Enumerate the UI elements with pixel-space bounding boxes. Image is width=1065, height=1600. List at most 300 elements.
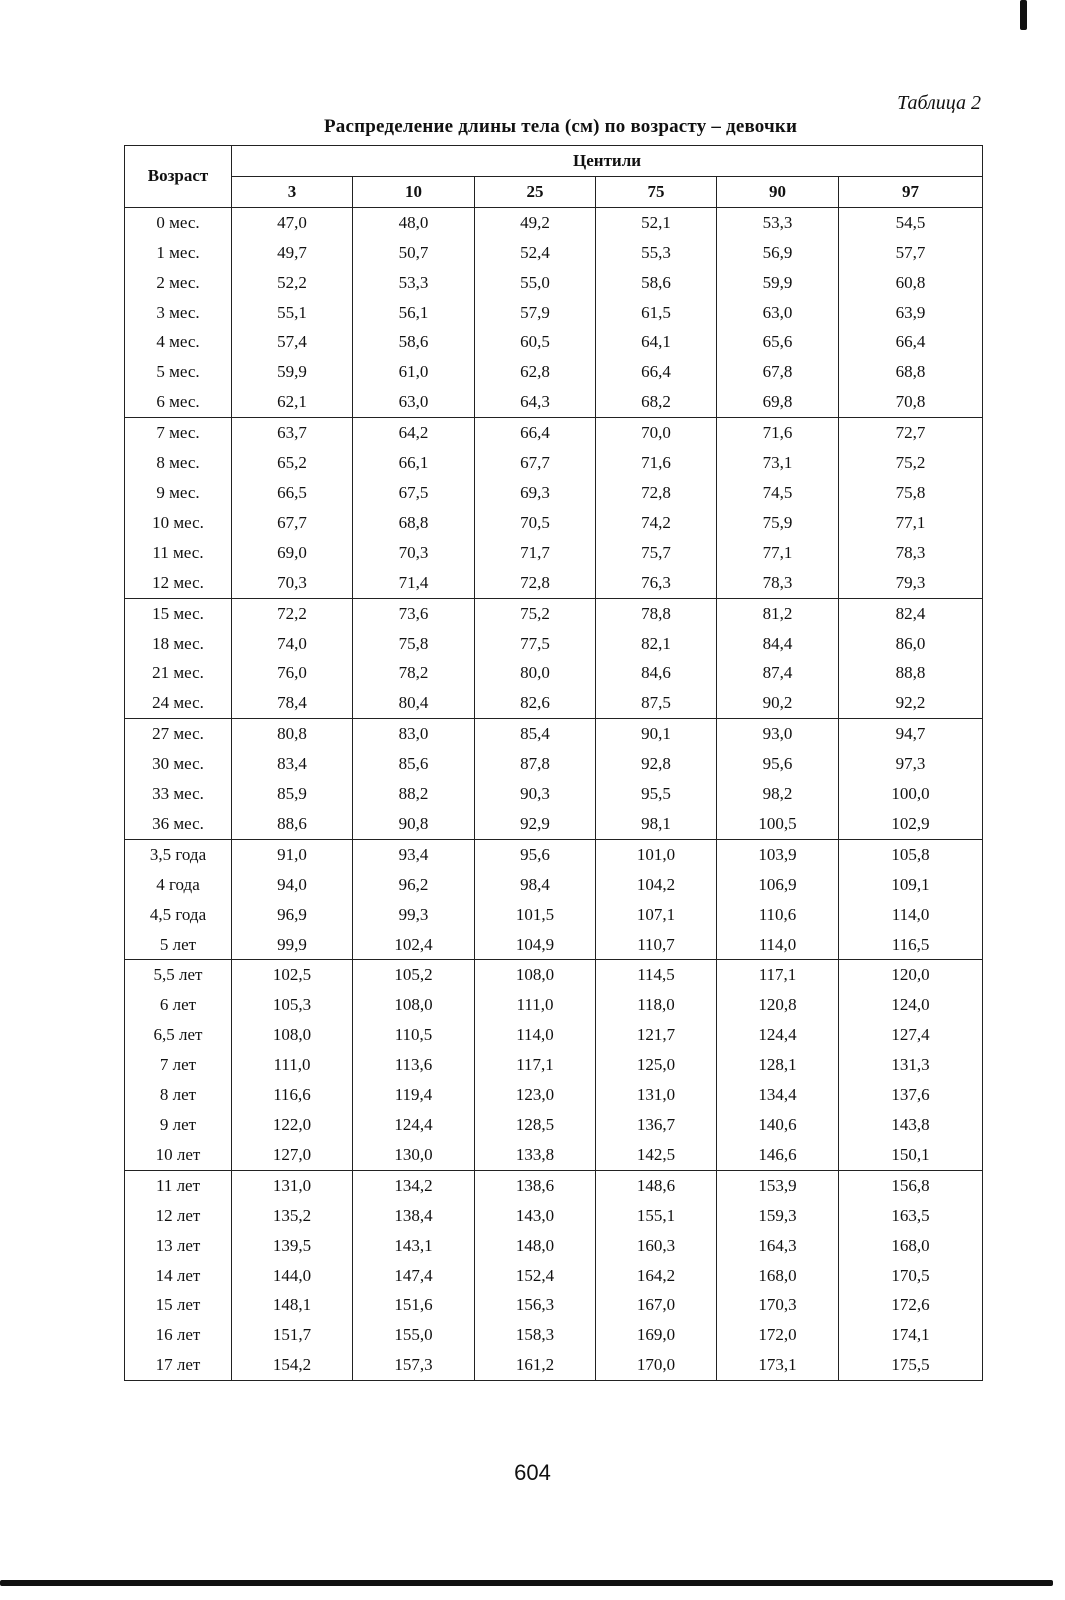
centile-value-cell: 137,6 [839,1080,983,1110]
centile-value-cell: 76,3 [596,568,717,598]
centile-value-cell: 148,6 [596,1170,717,1200]
centile-value-cell: 135,2 [232,1201,353,1231]
table-row [125,749,983,779]
centile-value-cell: 77,1 [839,508,983,538]
age-cell: 36 мес. [125,809,232,839]
centile-value-cell: 170,0 [596,1350,717,1380]
centile-value-cell: 108,0 [475,960,596,990]
centile-value-cell: 148,1 [232,1290,353,1320]
centile-value-cell: 111,0 [475,990,596,1020]
table-row [125,779,983,809]
centile-value-cell: 70,3 [353,538,475,568]
age-cell: 10 лет [125,1140,232,1170]
table-label: Таблица 2 [897,92,981,114]
centile-value-cell: 75,8 [353,629,475,659]
centile-value-cell: 120,0 [839,960,983,990]
table-row [125,387,983,417]
centile-value-cell: 68,8 [839,357,983,387]
centile-value-cell: 104,9 [475,930,596,960]
centile-value-cell: 168,0 [717,1261,839,1291]
age-cell: 18 мес. [125,629,232,659]
centile-value-cell: 159,3 [717,1201,839,1231]
centile-value-cell: 67,7 [475,448,596,478]
age-cell: 6,5 лет [125,1020,232,1050]
centile-value-cell: 151,6 [353,1290,475,1320]
centile-value-cell: 62,8 [475,357,596,387]
centile-value-cell: 90,3 [475,779,596,809]
age-cell: 30 мес. [125,749,232,779]
centile-value-cell: 66,4 [839,327,983,357]
centile-value-cell: 52,4 [475,238,596,268]
centile-value-cell: 80,8 [232,719,353,749]
centile-value-cell: 114,0 [475,1020,596,1050]
age-cell: 7 мес. [125,418,232,448]
centile-value-cell: 92,2 [839,688,983,718]
centile-value-cell: 99,9 [232,930,353,960]
centile-value-cell: 114,0 [717,930,839,960]
centile-value-cell: 130,0 [353,1140,475,1170]
centile-value-cell: 66,1 [353,448,475,478]
centile-value-cell: 93,4 [353,839,475,869]
centile-value-cell: 48,0 [353,207,475,237]
age-cell: 0 мес. [125,207,232,237]
centile-value-cell: 102,9 [839,809,983,839]
centile-value-cell: 117,1 [475,1050,596,1080]
age-cell: 4 года [125,870,232,900]
centile-value-cell: 65,2 [232,448,353,478]
table-body [125,207,983,1380]
centile-value-cell: 83,0 [353,719,475,749]
centile-value-cell: 53,3 [353,268,475,298]
centile-value-cell: 134,4 [717,1080,839,1110]
centile-value-cell: 169,0 [596,1320,717,1350]
age-cell: 5 лет [125,930,232,960]
centile-value-cell: 64,3 [475,387,596,417]
centile-value-cell: 88,6 [232,809,353,839]
centile-value-cell: 96,9 [232,900,353,930]
centile-column-header: 3 [232,176,353,207]
centile-value-cell: 78,3 [839,538,983,568]
centile-value-cell: 102,4 [353,930,475,960]
centile-value-cell: 152,4 [475,1261,596,1291]
table-row [125,207,983,237]
centile-value-cell: 78,2 [353,658,475,688]
centile-value-cell: 164,2 [596,1261,717,1291]
centile-value-cell: 158,3 [475,1320,596,1350]
height-centile-table [124,145,983,1381]
centile-value-cell: 173,1 [717,1350,839,1380]
centile-value-cell: 54,5 [839,207,983,237]
centile-value-cell: 63,0 [353,387,475,417]
centile-value-cell: 83,4 [232,749,353,779]
centile-value-cell: 121,7 [596,1020,717,1050]
centile-value-cell: 124,4 [353,1110,475,1140]
centile-value-cell: 128,5 [475,1110,596,1140]
centile-value-cell: 103,9 [717,839,839,869]
centile-column-header: 97 [839,176,983,207]
centile-value-cell: 100,0 [839,779,983,809]
centile-value-cell: 163,5 [839,1201,983,1231]
centile-value-cell: 87,4 [717,658,839,688]
centile-value-cell: 150,1 [839,1140,983,1170]
centile-value-cell: 72,8 [596,478,717,508]
centile-value-cell: 119,4 [353,1080,475,1110]
age-cell: 21 мес. [125,658,232,688]
centile-value-cell: 66,5 [232,478,353,508]
centile-value-cell: 80,4 [353,688,475,718]
centile-value-cell: 131,3 [839,1050,983,1080]
age-cell: 12 лет [125,1201,232,1231]
centile-value-cell: 69,0 [232,538,353,568]
centile-value-cell: 61,5 [596,298,717,328]
centile-value-cell: 148,0 [475,1231,596,1261]
centile-value-cell: 154,2 [232,1350,353,1380]
centile-value-cell: 88,8 [839,658,983,688]
table-title: Распределение длины тела (см) по возрасту – девочки [324,116,798,137]
table-row [125,238,983,268]
table-row [125,448,983,478]
table-row [125,1140,983,1170]
table-row [125,719,983,749]
centile-value-cell: 70,3 [232,568,353,598]
centile-value-cell: 174,1 [839,1320,983,1350]
centile-value-cell: 61,0 [353,357,475,387]
centile-value-cell: 72,7 [839,418,983,448]
table-row [125,538,983,568]
centile-value-cell: 79,3 [839,568,983,598]
table-row [125,357,983,387]
centile-value-cell: 97,3 [839,749,983,779]
page-number: 604 [514,1460,551,1485]
table-row [125,658,983,688]
age-cell: 12 мес. [125,568,232,598]
centile-value-cell: 143,1 [353,1231,475,1261]
centile-value-cell: 57,7 [839,238,983,268]
centile-value-cell: 56,9 [717,238,839,268]
centile-value-cell: 136,7 [596,1110,717,1140]
page-bottom-edge [0,1580,1053,1586]
centile-value-cell: 146,6 [717,1140,839,1170]
centile-value-cell: 105,8 [839,839,983,869]
centile-value-cell: 142,5 [596,1140,717,1170]
centile-value-cell: 90,8 [353,809,475,839]
centiles-header: Центили [232,146,983,177]
age-cell: 6 мес. [125,387,232,417]
centile-value-cell: 50,7 [353,238,475,268]
centile-value-cell: 64,2 [353,418,475,448]
centile-value-cell: 98,4 [475,870,596,900]
centile-value-cell: 52,1 [596,207,717,237]
centile-value-cell: 84,4 [717,629,839,659]
centile-column-header: 10 [353,176,475,207]
centile-value-cell: 111,0 [232,1050,353,1080]
centile-value-cell: 114,5 [596,960,717,990]
centile-value-cell: 94,0 [232,870,353,900]
centile-value-cell: 76,0 [232,658,353,688]
age-cell: 7 лет [125,1050,232,1080]
centile-value-cell: 96,2 [353,870,475,900]
age-cell: 33 мес. [125,779,232,809]
centile-value-cell: 123,0 [475,1080,596,1110]
centile-value-cell: 160,3 [596,1231,717,1261]
centile-value-cell: 131,0 [596,1080,717,1110]
centile-value-cell: 92,9 [475,809,596,839]
age-cell: 6 лет [125,990,232,1020]
centile-value-cell: 70,0 [596,418,717,448]
centile-value-cell: 91,0 [232,839,353,869]
centile-value-cell: 70,8 [839,387,983,417]
centile-value-cell: 104,2 [596,870,717,900]
centile-value-cell: 90,1 [596,719,717,749]
centile-value-cell: 167,0 [596,1290,717,1320]
age-cell: 27 мес. [125,719,232,749]
centile-value-cell: 127,4 [839,1020,983,1050]
centile-value-cell: 113,6 [353,1050,475,1080]
table-row [125,1201,983,1231]
centile-value-cell: 73,6 [353,598,475,628]
centile-value-cell: 172,0 [717,1320,839,1350]
centile-value-cell: 95,6 [717,749,839,779]
centile-value-cell: 105,2 [353,960,475,990]
centile-value-cell: 52,2 [232,268,353,298]
centile-value-cell: 58,6 [353,327,475,357]
centile-value-cell: 75,2 [839,448,983,478]
centile-value-cell: 155,1 [596,1201,717,1231]
centile-value-cell: 55,1 [232,298,353,328]
centile-value-cell: 74,0 [232,629,353,659]
centile-value-cell: 155,0 [353,1320,475,1350]
centile-value-cell: 78,8 [596,598,717,628]
centile-value-cell: 70,5 [475,508,596,538]
centile-value-cell: 125,0 [596,1050,717,1080]
centile-value-cell: 72,8 [475,568,596,598]
age-cell: 9 мес. [125,478,232,508]
centile-value-cell: 67,7 [232,508,353,538]
age-cell: 10 мес. [125,508,232,538]
centile-value-cell: 124,0 [839,990,983,1020]
centile-value-cell: 134,2 [353,1170,475,1200]
table-row [125,629,983,659]
centile-value-cell: 90,2 [717,688,839,718]
centile-value-cell: 66,4 [596,357,717,387]
centile-value-cell: 117,1 [717,960,839,990]
age-cell: 15 мес. [125,598,232,628]
centile-value-cell: 108,0 [232,1020,353,1050]
centile-value-cell: 156,3 [475,1290,596,1320]
centile-value-cell: 75,8 [839,478,983,508]
centile-value-cell: 64,1 [596,327,717,357]
centile-value-cell: 170,5 [839,1261,983,1291]
centile-value-cell: 55,3 [596,238,717,268]
centile-value-cell: 86,0 [839,629,983,659]
centile-value-cell: 107,1 [596,900,717,930]
centile-value-cell: 93,0 [717,719,839,749]
age-cell: 5 мес. [125,357,232,387]
centile-value-cell: 59,9 [717,268,839,298]
age-cell: 2 мес. [125,268,232,298]
centile-value-cell: 75,2 [475,598,596,628]
centile-value-cell: 71,7 [475,538,596,568]
centile-value-cell: 60,8 [839,268,983,298]
table-row [125,478,983,508]
age-cell: 3,5 года [125,839,232,869]
centile-value-cell: 87,5 [596,688,717,718]
age-cell: 11 мес. [125,538,232,568]
centile-value-cell: 56,1 [353,298,475,328]
table-row [125,809,983,839]
table-row [125,327,983,357]
age-cell: 1 мес. [125,238,232,268]
centile-value-cell: 157,3 [353,1350,475,1380]
centile-value-cell: 66,4 [475,418,596,448]
centile-column-header: 75 [596,176,717,207]
centile-value-cell: 85,4 [475,719,596,749]
centile-value-cell: 98,2 [717,779,839,809]
table-row [125,268,983,298]
table-row [125,960,983,990]
table-row [125,688,983,718]
centile-value-cell: 172,6 [839,1290,983,1320]
centile-value-cell: 60,5 [475,327,596,357]
centile-value-cell: 156,8 [839,1170,983,1200]
centile-value-cell: 138,6 [475,1170,596,1200]
centile-value-cell: 72,2 [232,598,353,628]
table-row [125,1290,983,1320]
centile-value-cell: 88,2 [353,779,475,809]
table-row [125,598,983,628]
centile-value-cell: 53,3 [717,207,839,237]
centile-value-cell: 101,0 [596,839,717,869]
centile-value-cell: 118,0 [596,990,717,1020]
table-row [125,839,983,869]
table-row [125,1170,983,1200]
centile-value-cell: 49,2 [475,207,596,237]
centile-value-cell: 143,8 [839,1110,983,1140]
centile-value-cell: 147,4 [353,1261,475,1291]
centile-value-cell: 114,0 [839,900,983,930]
centile-value-cell: 151,7 [232,1320,353,1350]
centile-value-cell: 110,5 [353,1020,475,1050]
centile-value-cell: 153,9 [717,1170,839,1200]
centile-value-cell: 82,1 [596,629,717,659]
centile-value-cell: 94,7 [839,719,983,749]
centile-value-cell: 92,8 [596,749,717,779]
centile-value-cell: 87,8 [475,749,596,779]
centile-value-cell: 124,4 [717,1020,839,1050]
age-cell: 3 мес. [125,298,232,328]
centile-value-cell: 131,0 [232,1170,353,1200]
centile-value-cell: 63,0 [717,298,839,328]
table-row [125,418,983,448]
centile-value-cell: 116,5 [839,930,983,960]
centile-value-cell: 106,9 [717,870,839,900]
centile-value-cell: 127,0 [232,1140,353,1170]
centile-value-cell: 57,9 [475,298,596,328]
table-row [125,900,983,930]
table-row [125,870,983,900]
centile-value-cell: 78,4 [232,688,353,718]
centile-value-cell: 71,6 [717,418,839,448]
centile-value-cell: 77,5 [475,629,596,659]
centile-column-header: 90 [717,176,839,207]
table-row [125,508,983,538]
centile-value-cell: 62,1 [232,387,353,417]
age-cell: 4,5 года [125,900,232,930]
centile-value-cell: 98,1 [596,809,717,839]
centile-value-cell: 71,4 [353,568,475,598]
age-cell: 9 лет [125,1110,232,1140]
age-cell: 8 лет [125,1080,232,1110]
centile-value-cell: 105,3 [232,990,353,1020]
centile-value-cell: 116,6 [232,1080,353,1110]
age-cell: 13 лет [125,1231,232,1261]
page-corner-mark [1020,0,1027,30]
table-row [125,1050,983,1080]
centile-value-cell: 82,6 [475,688,596,718]
centile-value-cell: 74,5 [717,478,839,508]
centile-value-cell: 59,9 [232,357,353,387]
centile-value-cell: 63,7 [232,418,353,448]
table-row [125,1261,983,1291]
age-cell: 11 лет [125,1170,232,1200]
centile-value-cell: 65,6 [717,327,839,357]
centile-value-cell: 57,4 [232,327,353,357]
centile-value-cell: 140,6 [717,1110,839,1140]
centile-value-cell: 49,7 [232,238,353,268]
centile-value-cell: 175,5 [839,1350,983,1380]
age-column-header: Возраст [125,146,232,208]
centile-value-cell: 69,3 [475,478,596,508]
table-row [125,568,983,598]
age-cell: 16 лет [125,1320,232,1350]
centile-value-cell: 120,8 [717,990,839,1020]
table-row [125,1110,983,1140]
table-row [125,1350,983,1380]
age-cell: 4 мес. [125,327,232,357]
table-row [125,1231,983,1261]
centile-value-cell: 81,2 [717,598,839,628]
centile-value-cell: 74,2 [596,508,717,538]
centile-value-cell: 100,5 [717,809,839,839]
centile-value-cell: 68,8 [353,508,475,538]
centile-value-cell: 82,4 [839,598,983,628]
centile-value-cell: 95,5 [596,779,717,809]
age-cell: 8 мес. [125,448,232,478]
centile-value-cell: 161,2 [475,1350,596,1380]
centile-value-cell: 73,1 [717,448,839,478]
table-row [125,1020,983,1050]
centile-column-header: 25 [475,176,596,207]
centile-value-cell: 71,6 [596,448,717,478]
centile-value-cell: 99,3 [353,900,475,930]
centile-value-cell: 47,0 [232,207,353,237]
table-row [125,990,983,1020]
centile-value-cell: 55,0 [475,268,596,298]
centile-value-cell: 95,6 [475,839,596,869]
age-cell: 14 лет [125,1261,232,1291]
centile-value-cell: 75,7 [596,538,717,568]
centile-value-cell: 139,5 [232,1231,353,1261]
centile-value-cell: 109,1 [839,870,983,900]
age-cell: 24 мес. [125,688,232,718]
centile-value-cell: 67,5 [353,478,475,508]
centile-value-cell: 122,0 [232,1110,353,1140]
centile-value-cell: 143,0 [475,1201,596,1231]
centile-value-cell: 110,6 [717,900,839,930]
table-row [125,930,983,960]
age-cell: 5,5 лет [125,960,232,990]
centile-value-cell: 138,4 [353,1201,475,1231]
